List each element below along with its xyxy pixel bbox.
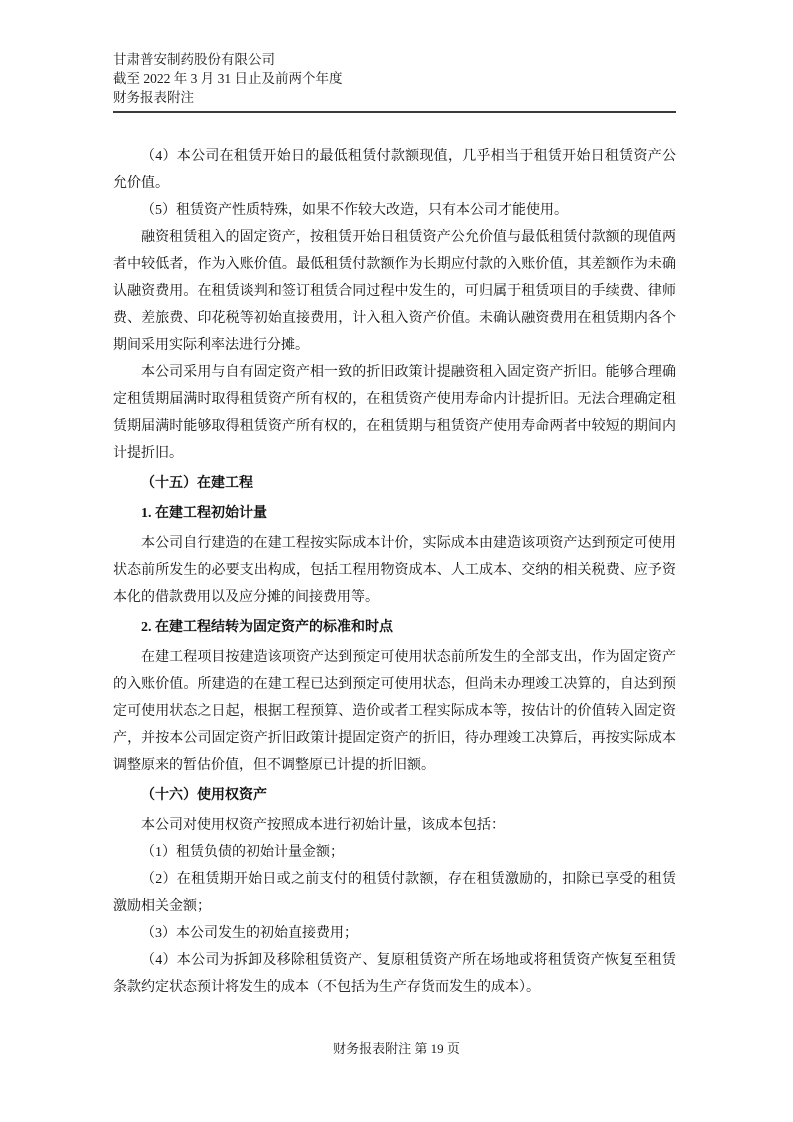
- para-rou-cost-item-1: （1）租赁负债的初始计量金额；: [141, 845, 344, 860]
- para-cip-initial-measurement: 本公司自行建造的在建工程按实际成本计价，实际成本由建造该项资产达到预定可使用状态前所发生的必要支出构成，包括工程用物资成本、人工成本、交纳的相关税费、应予资本化的借款费用以及应分摊的间接费用等。: [113, 536, 676, 605]
- para-rou-cost-item-3: （3）本公司发生的初始直接费用；: [141, 926, 358, 941]
- content-column: [113, 50, 676, 1001]
- header-period: 截至 2022 年 3 月 31 日止及前两个年度: [113, 71, 343, 86]
- heading-cip-initial-measurement: 1. 在建工程初始计量: [141, 506, 267, 521]
- header-doc-title: 财务报表附注: [113, 90, 194, 105]
- document-body: [113, 143, 676, 1001]
- document-header: [113, 50, 676, 113]
- header-rule: [113, 111, 676, 113]
- para-lease-item-5: （5）租赁资产性质特殊，如果不作较大改造，只有本公司才能使用。: [141, 203, 568, 218]
- para-lease-item-4: （4）本公司在租赁开始日的最低租赁付款额现值，几乎相当于租赁开始日租赁资产公允价值。: [113, 149, 676, 191]
- para-cip-transfer-criteria: 在建工程项目按建造该项资产达到预定可使用状态前所发生的全部支出，作为固定资产的入账价值。所建造的在建工程已达到预定可使用状态，但尚未办理竣工决算的，自达到预定可使用状态之日起，根据工程预算、造价或者工程实际成本等，按估计的价值转入固定资产，并按本公司固定资产折旧政策计提固定资产的折旧，待办理竣工决算后，再按实际成本调整原来的暂估价值，但不调整原已计提的折旧额。: [113, 650, 676, 773]
- para-finance-lease-depreciation: 本公司采用与自有固定资产相一致的折旧政策计提融资租入固定资产折旧。能够合理确定租赁期届满时取得租赁资产所有权的，在租赁资产使用寿命内计提折旧。无法合理确定租赁期届满时能够取得租赁资产所有权的，在租赁期与租赁资产使用寿命两者中较短的期间内计提折旧。: [113, 365, 676, 461]
- heading-section-16-right-of-use-assets: （十六）使用权资产: [141, 788, 267, 803]
- para-rou-cost-intro: 本公司对使用权资产按照成本进行初始计量，该成本包括：: [141, 818, 505, 833]
- para-rou-cost-item-4: （4）本公司为拆卸及移除租赁资产、复原租赁资产所在场地或将租赁资产恢复至租赁条款约定状态预计将发生的成本（不包括为生产存货而发生的成本）。: [113, 953, 676, 995]
- para-rou-cost-item-2: （2）在租赁期开始日或之前支付的租赁付款额，存在租赁激励的，扣除已享受的租赁激励相关金额；: [113, 872, 676, 914]
- heading-cip-transfer-criteria: 2. 在建工程结转为固定资产的标准和时点: [141, 620, 393, 635]
- heading-section-15-construction-in-progress: （十五）在建工程: [141, 476, 253, 491]
- header-company-name: 甘肃普安制药股份有限公司: [113, 52, 275, 67]
- page-footer: 财务报表附注 第 19 页: [333, 1041, 460, 1056]
- para-finance-lease-initial-value: 融资租赁租入的固定资产，按租赁开始日租赁资产公允价值与最低租赁付款额的现值两者中较低者，作为入账价值。最低租赁付款额作为长期应付款的入账价值，其差额作为未确认融资费用。在租赁谈判和签订租赁合同过程中发生的，可归属于租赁项目的手续费、律师费、差旅费、印花税等初始直接费用，计入租入资产价值。未确认融资费用在租赁期内各个期间采用实际利率法进行分摊。: [113, 230, 676, 353]
